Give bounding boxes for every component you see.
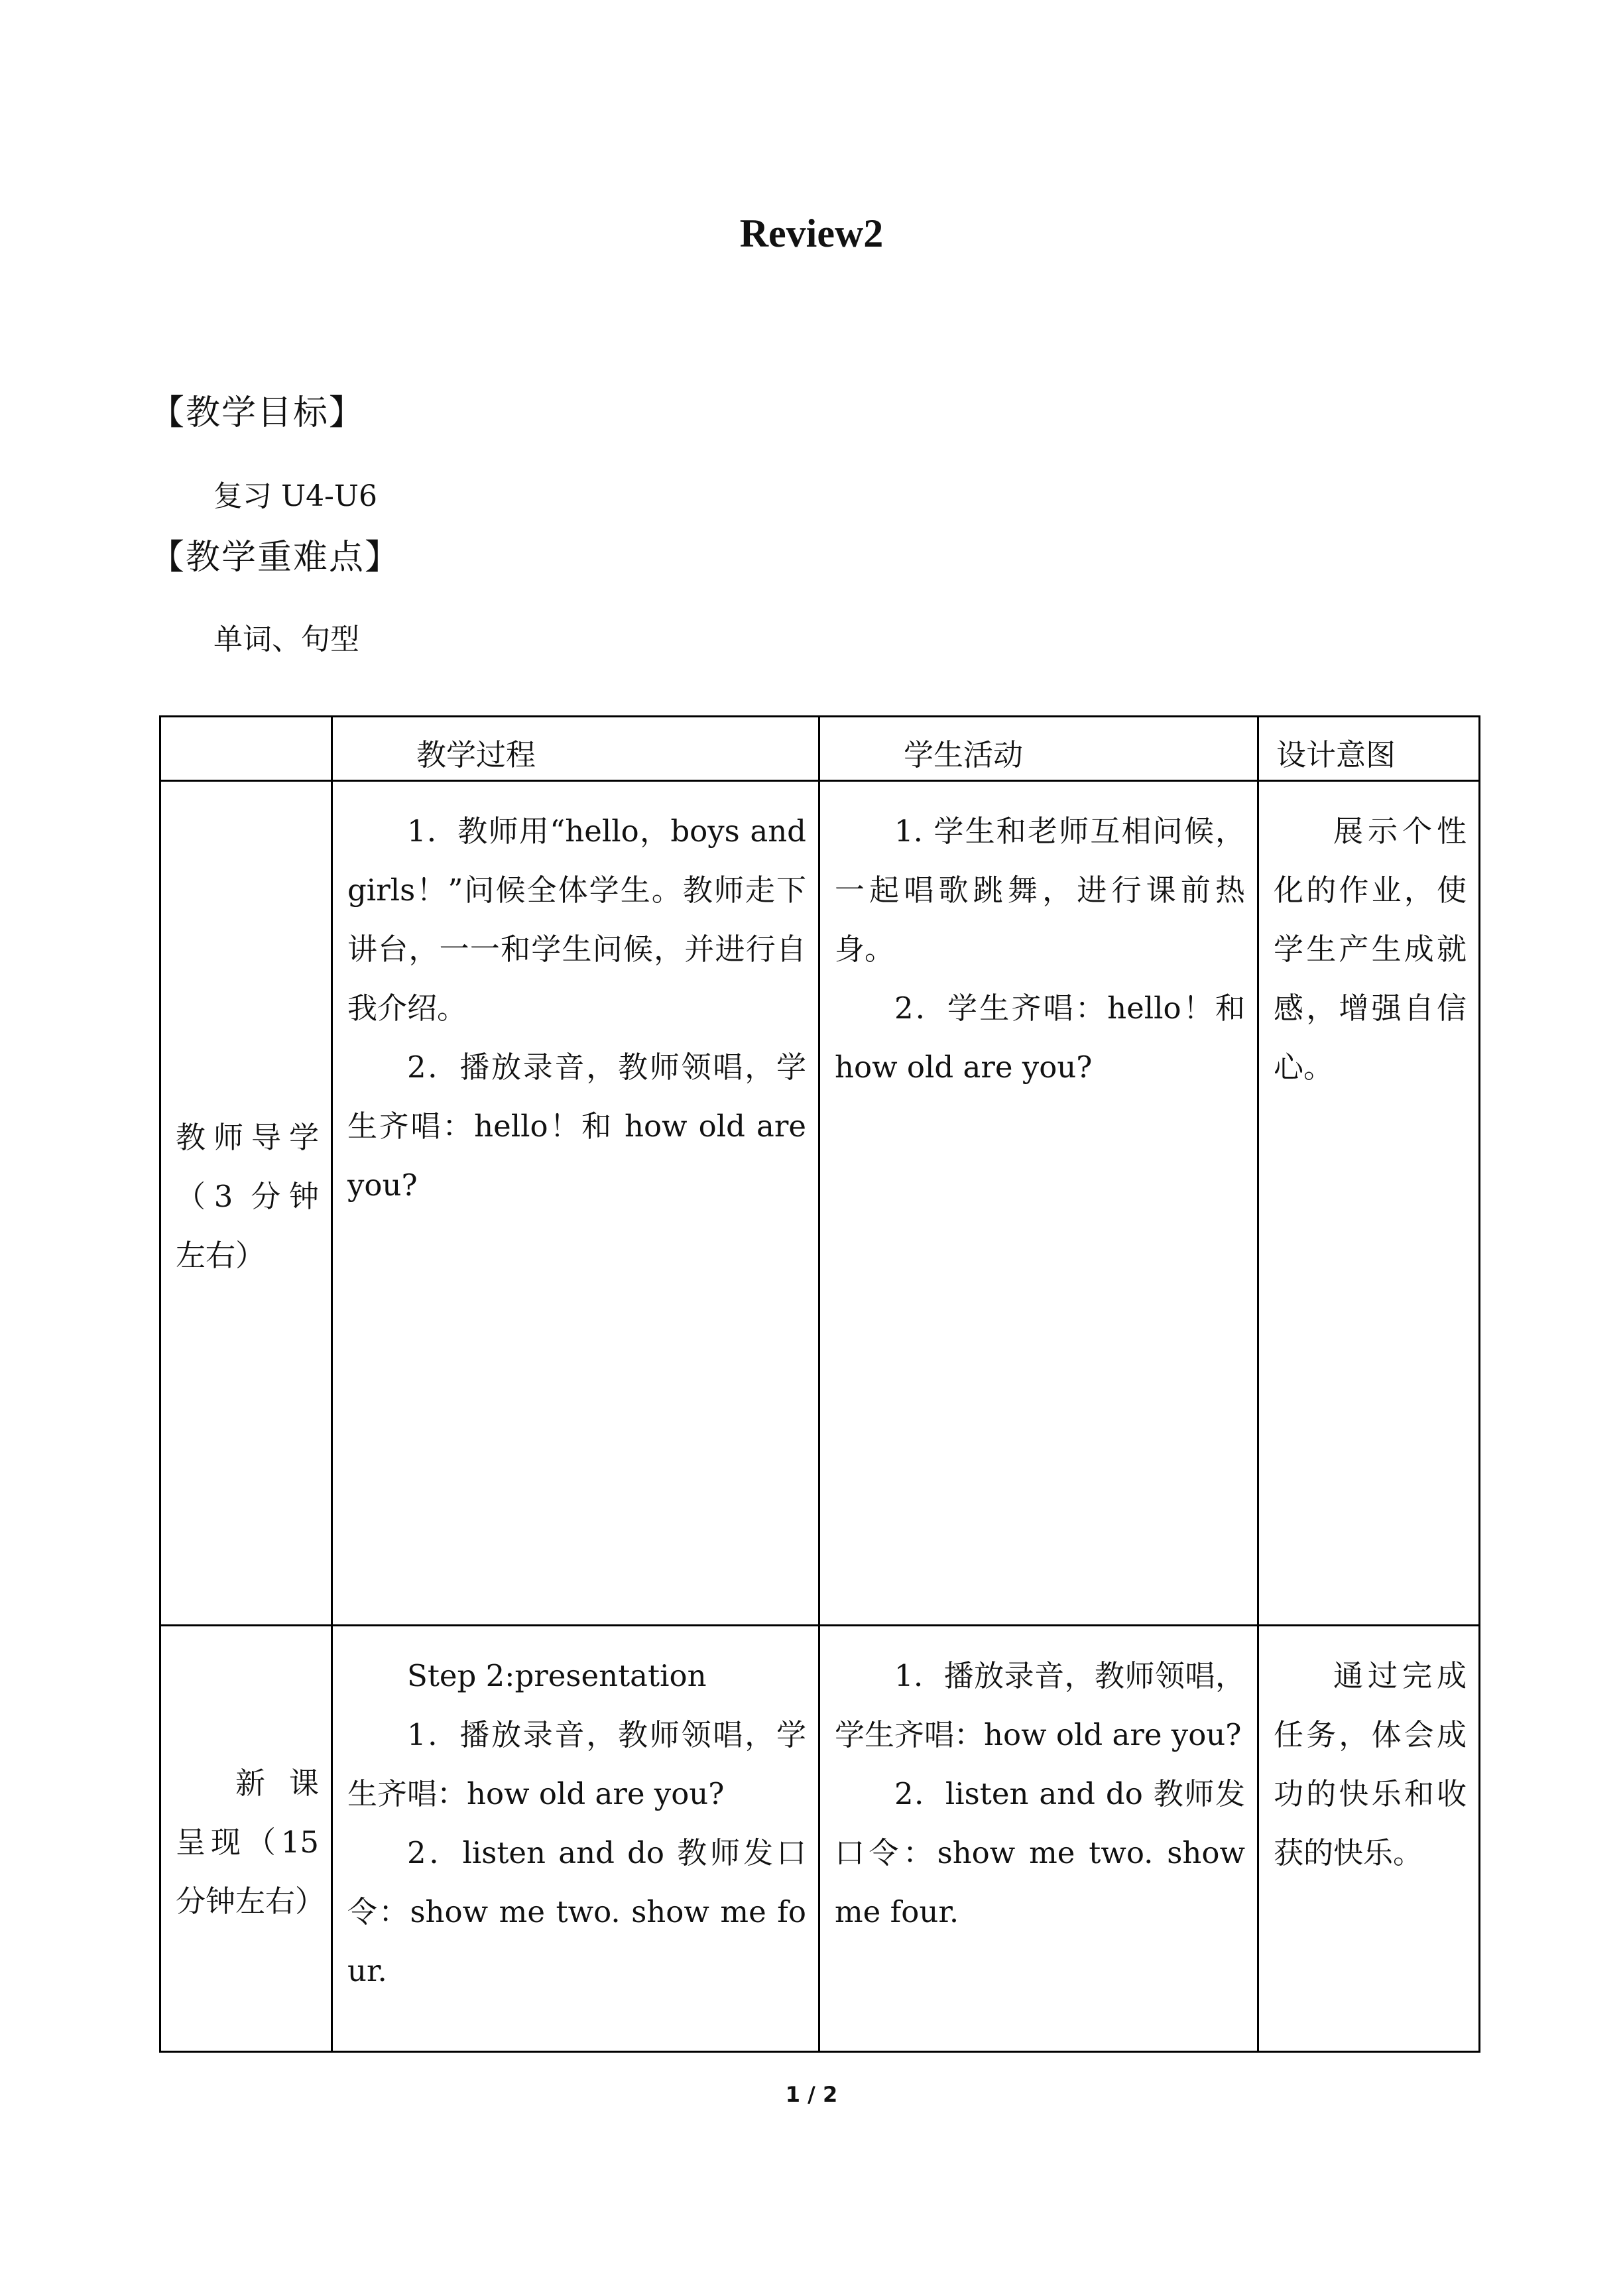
header-cell-activity: 学生活动 [819, 717, 1258, 781]
process-step: 2．播放录音，教师领唱，学生齐唱：hello！和 how old are you? [347, 1049, 806, 1203]
lesson-plan-table [159, 715, 1480, 2053]
process-cell [332, 780, 819, 1626]
activity-cell [819, 780, 1258, 1626]
activity-step: 2．学生齐唱：hello！和 how old are you? [835, 990, 1245, 1085]
section-body-objectives: 复习 U4-U6 [213, 479, 378, 513]
activity-step: 1. 学生和老师互相问候，一起唱歌跳舞，进行课前热身。 [835, 813, 1245, 967]
activity-cell [819, 1626, 1258, 2052]
header-cell-intent: 设计意图 [1258, 717, 1480, 781]
section-heading-key-points: 【教学重难点】 [150, 538, 401, 577]
table-header-row [160, 717, 1480, 781]
process-step: Step 2:presentation [407, 1658, 707, 1694]
activity-step: 2．listen and do 教师发口令：show me two. show me four. [835, 1776, 1245, 1930]
stage-cell [160, 780, 332, 1626]
process-cell [332, 1626, 819, 2052]
stage-text: 教师导学（3 分钟左右） [176, 1120, 319, 1274]
table-row [160, 780, 1480, 1626]
page-number: 1 / 2 [785, 2082, 838, 2107]
header-cell-process: 教学过程 [332, 717, 819, 781]
intent-text: 通过完成任务，体会成功的快乐和收获的快乐。 [1274, 1658, 1467, 1871]
process-step: 1．播放录音，教师领唱，学生齐唱：how old are you? [347, 1717, 806, 1812]
activity-step: 1．播放录音，教师领唱，学生齐唱：how old are you? [835, 1658, 1245, 1753]
intent-cell [1258, 1626, 1480, 2052]
stage-cell [160, 1626, 332, 2052]
table-row [160, 1626, 1480, 2052]
header-cell-stage [160, 717, 332, 781]
intent-cell [1258, 780, 1480, 1626]
document-title: Review2 [739, 211, 884, 255]
section-heading-objectives: 【教学目标】 [150, 393, 365, 433]
process-step: 2．listen and do 教师发口令：show me two. show me four. [347, 1835, 806, 1989]
section-body-key-points: 单词、句型 [213, 623, 359, 656]
intent-text: 展示个性化的作业，使学生产生成就感，增强自信心。 [1274, 813, 1467, 1085]
process-step: 1．教师用“hello，boys and girls！”问候全体学生。教师走下讲台，一一和学生问候，并进行自我介绍。 [347, 813, 806, 1026]
stage-text: 新课呈现（15 分钟左右） [176, 1765, 326, 1919]
